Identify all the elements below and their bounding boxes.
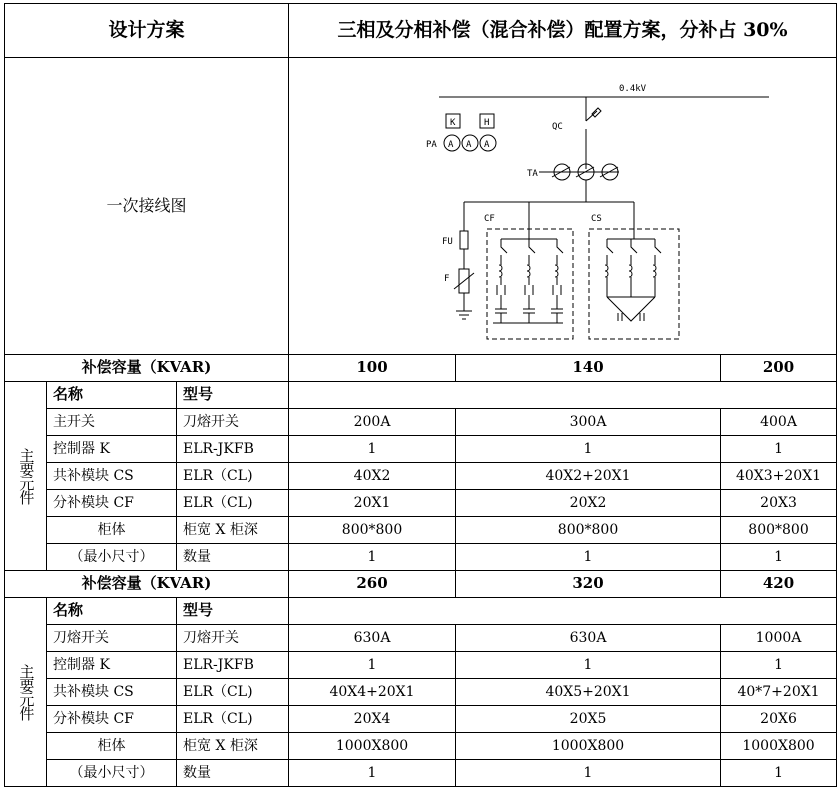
voltage-label: 0.4kV (619, 83, 647, 94)
capacity-value: 200 (721, 355, 837, 382)
pa-label: PA (426, 139, 437, 150)
wiring-label: 一次接线图 (5, 58, 289, 355)
table-row: 共补模块 CS ELR（CL) 40X2 40X2+20X1 40X3+20X1 (5, 463, 837, 490)
cs-label: CS (591, 213, 602, 224)
table-row: 控制器 K ELR-JKFB 1 1 1 (5, 436, 837, 463)
model-header: 型号 (177, 598, 289, 625)
svg-text:H: H (484, 117, 490, 128)
wiring-diagram-cell (289, 58, 837, 355)
side-label: 主要元件 (5, 382, 47, 571)
f-label: F (444, 273, 450, 284)
model-header: 型号 (177, 382, 289, 409)
fu-label: FU (442, 236, 453, 247)
capacity-label: 补偿容量（KVAR) (5, 355, 289, 382)
table-row: 分补模块 CF ELR（CL) 20X1 20X2 20X3 (5, 490, 837, 517)
svg-text:A: A (448, 139, 454, 150)
column-header-row (5, 598, 837, 625)
capacity-value: 420 (721, 571, 837, 598)
capacity-value: 260 (289, 571, 456, 598)
capacity-value: 100 (289, 355, 456, 382)
table-row: 刀熔开关 刀熔开关 630A 630A 1000A (5, 625, 837, 652)
cabinet-size-row: 柜体 柜宽 X 柜深 1000X800 1000X800 1000X800 (5, 733, 837, 760)
cabinet-count-row: （最小尺寸） 数量 1 1 1 (5, 760, 837, 787)
table-row: 主开关 刀熔开关 200A 300A 400A (5, 409, 837, 436)
name-header: 名称 (47, 382, 177, 409)
capacity-row (5, 355, 837, 382)
table-row: 控制器 K ELR-JKFB 1 1 1 (5, 652, 837, 679)
name-header: 名称 (47, 598, 177, 625)
column-header-row (5, 382, 837, 409)
header-row (5, 4, 837, 58)
table-row: 分补模块 CF ELR（CL) 20X4 20X5 20X6 (5, 706, 837, 733)
svg-text:K: K (450, 117, 456, 128)
cs-branches (605, 239, 661, 321)
meter-group (426, 114, 496, 151)
svg-text:A: A (484, 139, 490, 150)
config-table (4, 3, 837, 787)
svg-text:A: A (466, 139, 472, 150)
capacity-label: 补偿容量（KVAR) (5, 571, 289, 598)
ta-label: TA (527, 168, 538, 179)
scheme-title: 三相及分相补偿（混合补偿）配置方案，分补占 30% (289, 4, 837, 58)
cf-label: CF (484, 213, 495, 224)
capacity-value: 140 (456, 355, 721, 382)
side-label: 主要元件 (5, 598, 47, 787)
cabinet-count-row: （最小尺寸） 数量 1 1 1 (5, 544, 837, 571)
table-row: 共补模块 CS ELR（CL) 40X4+20X1 40X5+20X1 40*7+20X1 (5, 679, 837, 706)
cabinet-size-row: 柜体 柜宽 X 柜深 800*800 800*800 800*800 (5, 517, 837, 544)
capacity-value: 320 (456, 571, 721, 598)
qc-label: QC (552, 121, 563, 132)
capacity-row (5, 571, 837, 598)
wiring-row (5, 58, 837, 355)
design-header: 设计方案 (5, 4, 289, 58)
cf-branches (493, 239, 563, 323)
single-line-diagram (289, 59, 837, 354)
